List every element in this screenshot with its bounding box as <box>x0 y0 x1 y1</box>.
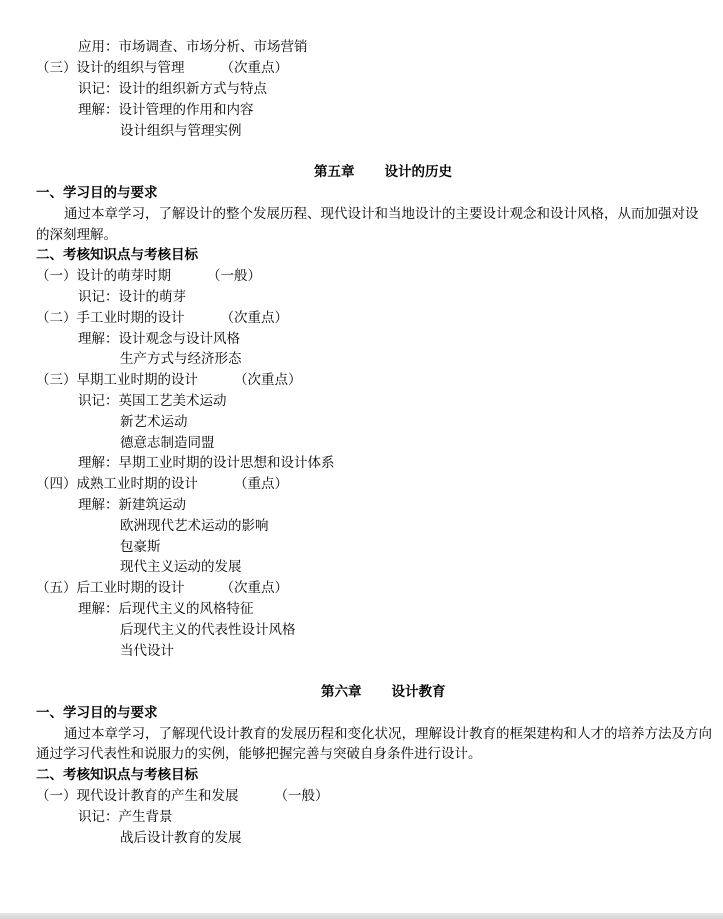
text-line: 识记：设计的萌芽 <box>78 289 186 305</box>
text-line: 识记：英国工艺美术运动 <box>78 393 227 409</box>
text-line: 德意志制造同盟 <box>120 435 215 451</box>
text-line: 识记：产生背景 <box>78 809 173 825</box>
window-bottom-edge <box>0 913 723 919</box>
text-line: 后现代主义的代表性设计风格 <box>120 622 296 638</box>
chapter-title: 第五章 设计的历史 <box>314 164 452 180</box>
text-line: 包豪斯 <box>120 539 161 555</box>
section-heading: （一）设计的萌芽时期 （一般） <box>36 268 261 284</box>
text-line: 设计组织与管理实例 <box>120 123 242 139</box>
text-line: 战后设计教育的发展 <box>120 830 242 846</box>
text-line: 理解：早期工业时期的设计思想和设计体系 <box>78 455 335 471</box>
section-heading: （四）成熟工业时期的设计 （重点） <box>36 476 288 492</box>
text-line: 新艺术运动 <box>120 414 188 430</box>
chapter-title: 第六章 设计教育 <box>321 684 446 700</box>
heading: 二、考核知识点与考核目标 <box>36 767 198 783</box>
text-line: 理解：后现代主义的风格特征 <box>78 601 254 617</box>
section-heading: （二）手工业时期的设计 （次重点） <box>36 310 288 326</box>
section-heading: （三）设计的组织与管理 （次重点） <box>36 60 288 76</box>
heading: 一、学习目的与要求 <box>36 705 158 721</box>
paragraph-line: 的深刻理解。 <box>36 227 117 243</box>
paragraph-line: 通过本章学习，了解现代设计教育的发展历程和变化状况，理解设计教育的框架建构和人才的培养方法及方向 <box>64 726 712 742</box>
text-line: 生产方式与经济形态 <box>120 351 242 367</box>
text-line: 应用：市场调查、市场分析、市场营销 <box>78 39 308 55</box>
section-heading: （五）后工业时期的设计 （次重点） <box>36 580 288 596</box>
heading: 一、学习目的与要求 <box>36 185 158 201</box>
text-line: 现代主义运动的发展 <box>120 559 242 575</box>
text-line: 欧洲现代艺术运动的影响 <box>120 518 269 534</box>
section-heading: （三）早期工业时期的设计 （次重点） <box>36 372 302 388</box>
paragraph-line: 通过本章学习，了解设计的整个发展历程、现代设计和当地设计的主要设计观念和设计风格，从而加强对设 <box>64 206 699 222</box>
text-line: 理解：设计观念与设计风格 <box>78 331 240 347</box>
paragraph-line: 通过学习代表性和说服力的实例，能够把握完善与突破自身条件进行设计。 <box>36 746 482 762</box>
text-line: 识记：设计的组织新方式与特点 <box>78 81 267 97</box>
text-line: 理解：新建筑运动 <box>78 497 186 513</box>
text-line: 当代设计 <box>120 643 174 659</box>
heading: 二、考核知识点与考核目标 <box>36 247 198 263</box>
section-heading: （一）现代设计教育的产生和发展 （一般） <box>36 788 329 804</box>
text-line: 理解：设计管理的作用和内容 <box>78 102 254 118</box>
